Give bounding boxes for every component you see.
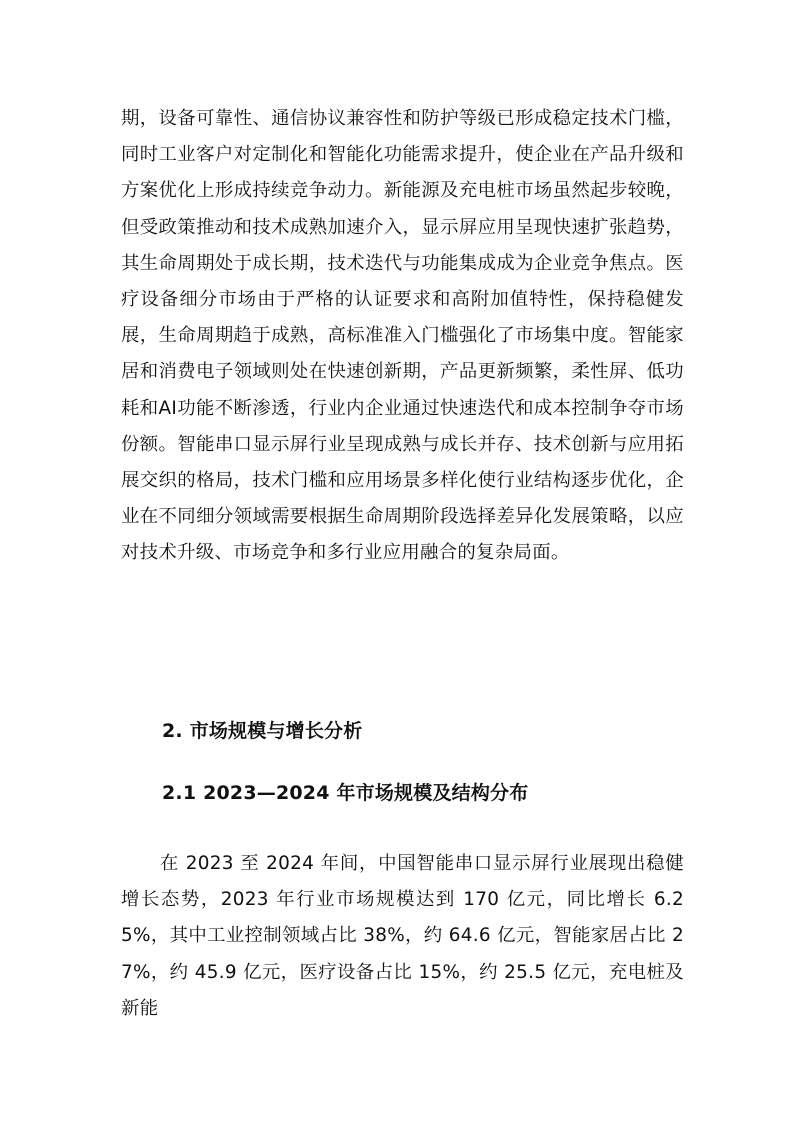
subsection-heading: 2.1 2023—2024 年市场规模及结构分布 xyxy=(162,782,529,804)
section-heading: 2. 市场规模与增长分析 xyxy=(162,720,363,742)
body-paragraph-market-size: 在 2023 至 2024 年间，中国智能串口显示屏行业展现出稳健增长态势，2023 年行业市场规模达到 170 亿元，同比增长 6.25%，其中工业控制领域占比 38%，约 64.6 亿元，智能家居占比 27%，约 45.9 亿元，医疗设备占比 15%，约 25.5 亿元，充电桩及新能 xyxy=(121,853,684,1019)
body-paragraph-continued: 期，设备可靠性、通信协议兼容性和防护等级已形成稳定技术门槛，同时工业客户对定制化和智能化功能需求提升，使企业在产品升级和方案优化上形成持续竞争动力。新能源及充电桩市场虽然起步较晚，但受政策推动和技术成熟加速介入，显示屏应用呈现快速扩张趋势，其生命周期处于成长期，技术迭代与功能集成成为企业竞争焦点。医疗设备细分市场由于严格的认证要求和高附加值特性，保持稳健发展，生命周期趋于成熟，高标准准入门槛强化了市场集中度。智能家居和消费电子领域则处在快速创新期，产品更新频繁，柔性屏、低功耗和AI功能不断渗透，行业内企业通过快速迭代和成本控制争夺市场份额。智能串口显示屏行业呈现成熟与成长并存、技术创新与应用拓展交织的格局，技术门槛和应用场景多样化使行业结构逐步优化，企业在不同细分领域需要根据生命周期阶段选择差异化发展策略，以应对技术升级、市场竞争和多行业应用融合的复杂局面。 xyxy=(121,108,684,564)
